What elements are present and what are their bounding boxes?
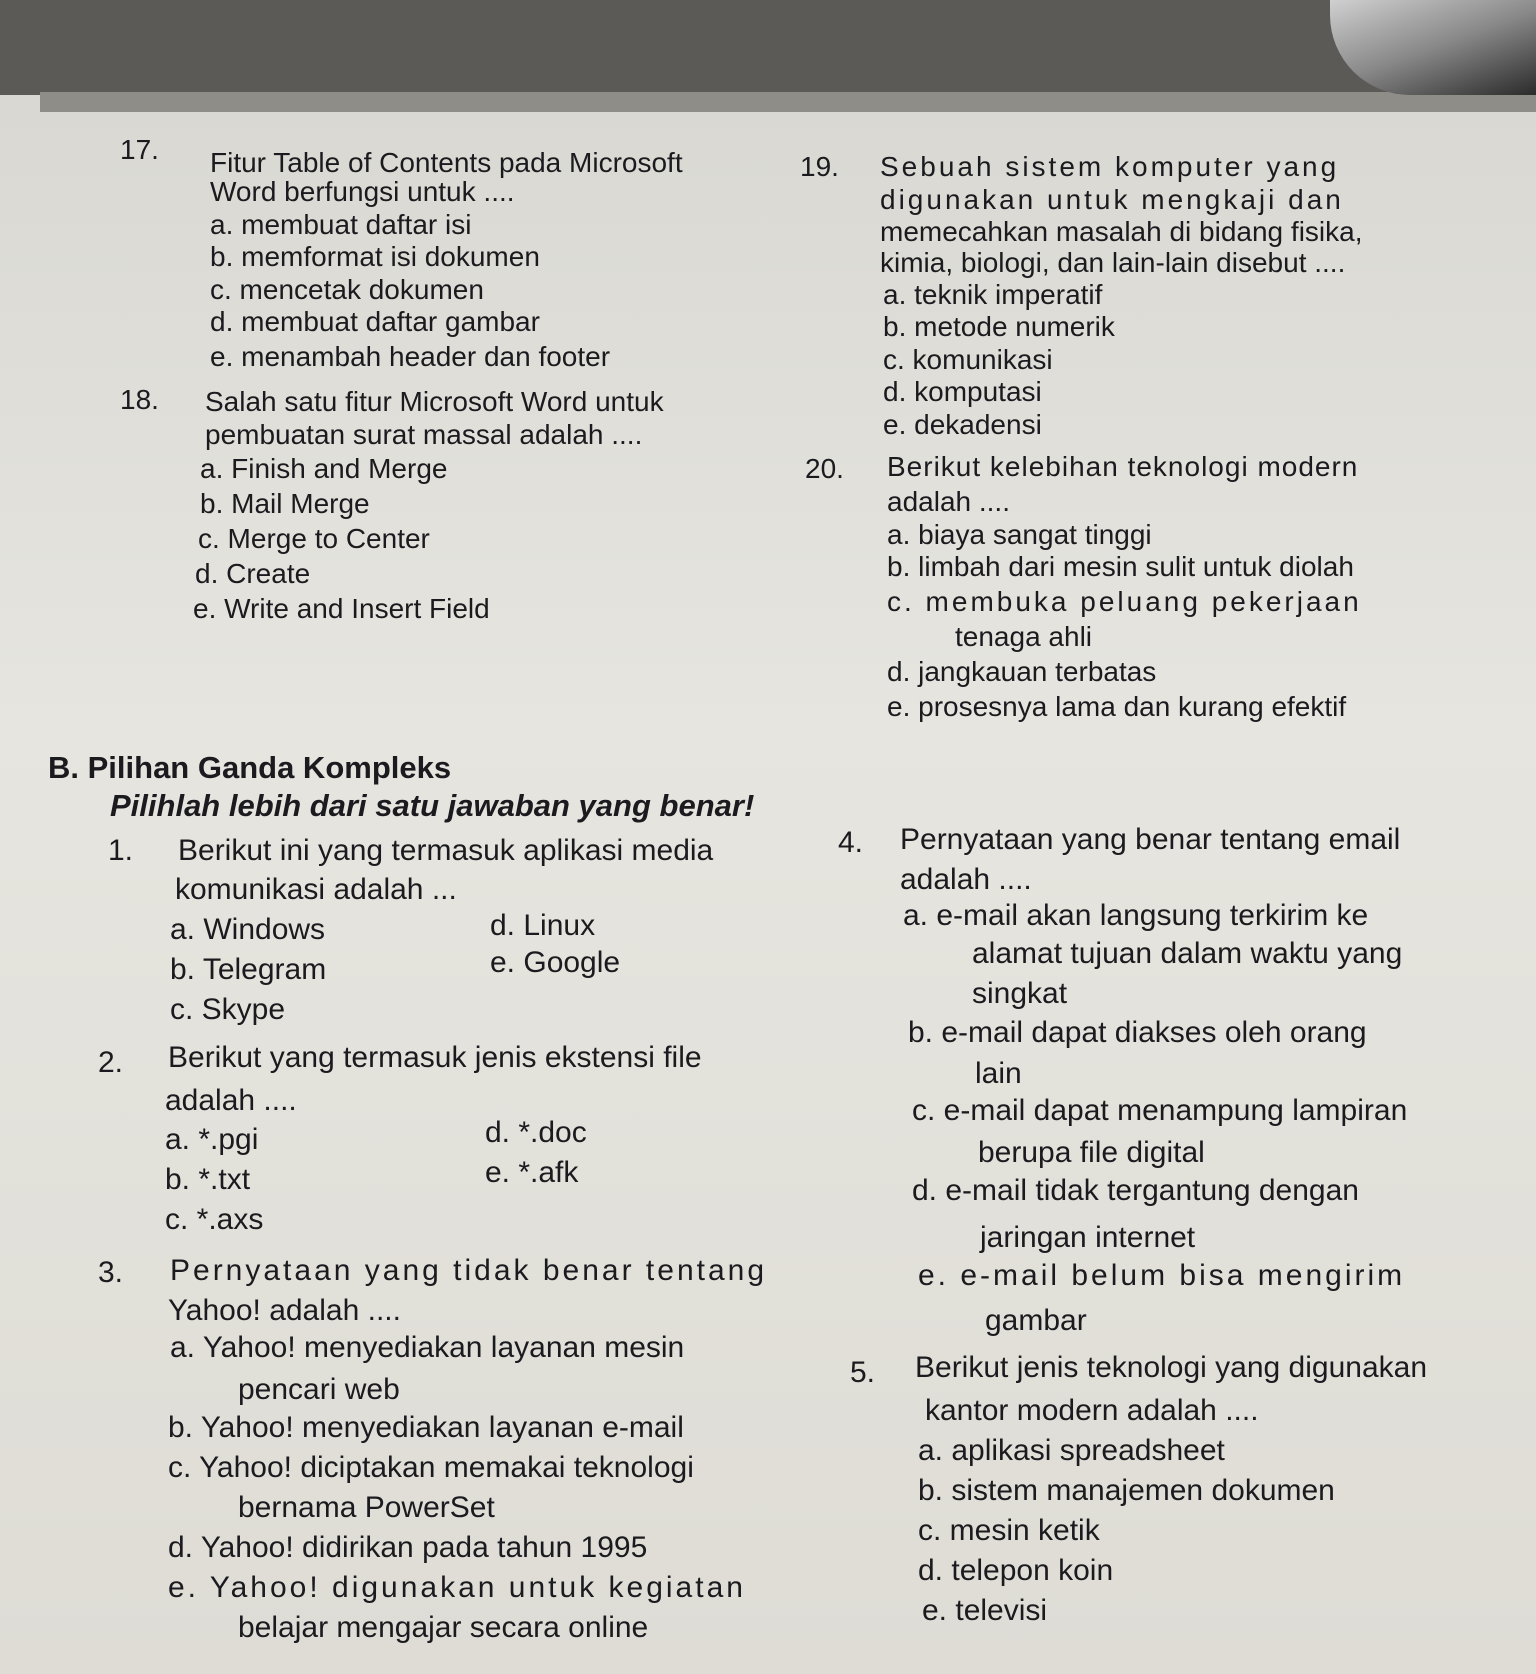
option-c: c. mencetak dokumen bbox=[210, 274, 484, 305]
option-b: b. limbah dari mesin sulit untuk diolah bbox=[887, 551, 1354, 582]
question-text: Berikut ini yang termasuk aplikasi media bbox=[178, 834, 714, 867]
option-b-continued: lain bbox=[975, 1057, 1022, 1090]
option-b: b. memformat isi dokumen bbox=[210, 241, 540, 272]
option-d: d. Create bbox=[195, 558, 311, 589]
option-d: d. jangkauan terbatas bbox=[887, 656, 1157, 687]
question-text: Berikut jenis teknologi yang digunakan bbox=[915, 1351, 1428, 1384]
question-text: kantor modern adalah .... bbox=[925, 1394, 1259, 1427]
option-d: d. telepon koin bbox=[918, 1554, 1114, 1587]
question-text: Yahoo! adalah .... bbox=[168, 1294, 401, 1327]
option-e: e. Google bbox=[490, 946, 621, 979]
option-d: d. Linux bbox=[490, 909, 596, 942]
option-a: a. Yahoo! menyediakan layanan mesin bbox=[170, 1331, 685, 1364]
option-a: a. membuat daftar isi bbox=[210, 209, 472, 240]
option-a: a. *.pgi bbox=[165, 1123, 259, 1156]
option-c: c. Yahoo! diciptakan memakai teknologi bbox=[168, 1451, 694, 1484]
question-number: 3. bbox=[98, 1256, 124, 1289]
question-text: adalah .... bbox=[887, 486, 1010, 517]
question-number: 20. bbox=[805, 453, 844, 484]
option-c: c. Merge to Center bbox=[198, 523, 430, 554]
option-b: b. Telegram bbox=[170, 953, 327, 986]
option-e: e. prosesnya lama dan kurang efektif bbox=[887, 691, 1347, 722]
question-text: Berikut kelebihan teknologi modern bbox=[887, 451, 1359, 482]
option-c: c. e-mail dapat menampung lampiran bbox=[912, 1094, 1408, 1127]
question-text: Fitur Table of Contents pada Microsoft bbox=[210, 147, 683, 178]
question-number: 18. bbox=[120, 384, 159, 415]
option-a: a. Finish and Merge bbox=[200, 453, 448, 484]
question-number: 4. bbox=[838, 826, 864, 859]
paper-top-edge bbox=[40, 92, 1536, 112]
option-b: b. sistem manajemen dokumen bbox=[918, 1474, 1335, 1507]
option-d: d. membuat daftar gambar bbox=[210, 306, 540, 337]
option-b: b. e-mail dapat diakses oleh orang bbox=[908, 1016, 1367, 1049]
option-e: e. dekadensi bbox=[883, 409, 1042, 440]
option-e: e. menambah header dan footer bbox=[210, 341, 611, 372]
question-text: memecahkan masalah di bidang fisika, bbox=[880, 216, 1363, 247]
option-e: e. Write and Insert Field bbox=[193, 593, 490, 624]
option-c-continued: bernama PowerSet bbox=[238, 1491, 495, 1524]
option-e-continued: gambar bbox=[985, 1304, 1087, 1337]
question-text: kimia, biologi, dan lain-lain disebut .... bbox=[880, 247, 1346, 278]
question-text: digunakan untuk mengkaji dan bbox=[880, 184, 1344, 215]
option-d: d. *.doc bbox=[485, 1116, 587, 1149]
option-c: c. Skype bbox=[170, 993, 286, 1026]
question-text: pembuatan surat massal adalah .... bbox=[205, 419, 643, 450]
option-a: a. e-mail akan langsung terkirim ke bbox=[903, 899, 1369, 932]
option-a: a. teknik imperatif bbox=[883, 279, 1103, 310]
option-a: a. Windows bbox=[170, 913, 326, 946]
option-a: a. biaya sangat tinggi bbox=[887, 519, 1152, 550]
option-b: b. Mail Merge bbox=[200, 488, 370, 519]
question-number: 17. bbox=[120, 134, 159, 165]
option-e: e. Yahoo! digunakan untuk kegiatan bbox=[168, 1571, 746, 1604]
option-c: c. komunikasi bbox=[883, 344, 1053, 375]
option-e-continued: belajar mengajar secara online bbox=[238, 1611, 649, 1644]
option-d: d. e-mail tidak tergantung dengan bbox=[912, 1174, 1359, 1207]
option-e: e. e-mail belum bisa mengirim bbox=[918, 1259, 1406, 1292]
question-text: komunikasi adalah ... bbox=[175, 873, 457, 906]
section-title: B. Pilihan Ganda Kompleks bbox=[48, 750, 452, 785]
question-number: 1. bbox=[108, 834, 134, 867]
option-c-continued: tenaga ahli bbox=[955, 621, 1093, 652]
option-c-continued: berupa file digital bbox=[978, 1136, 1205, 1169]
option-a-continued: pencari web bbox=[238, 1373, 400, 1406]
option-a: a. aplikasi spreadsheet bbox=[918, 1434, 1225, 1467]
question-text: adalah .... bbox=[165, 1084, 297, 1117]
option-d: d. komputasi bbox=[883, 376, 1042, 407]
question-text: Pernyataan yang tidak benar tentang bbox=[170, 1254, 768, 1287]
option-c: c. mesin ketik bbox=[918, 1514, 1100, 1547]
question-text: adalah .... bbox=[900, 863, 1032, 896]
section-instruction: Pilihlah lebih dari satu jawaban yang benar! bbox=[110, 788, 755, 823]
question-number: 2. bbox=[98, 1046, 124, 1079]
option-e: e. *.afk bbox=[485, 1156, 579, 1189]
question-number: 5. bbox=[850, 1356, 876, 1389]
option-a-continued: singkat bbox=[972, 977, 1068, 1010]
question-number: 19. bbox=[800, 151, 839, 182]
option-c: c. *.axs bbox=[165, 1203, 264, 1236]
binder-clip bbox=[1330, 0, 1536, 95]
question-text: Pernyataan yang benar tentang email bbox=[900, 823, 1401, 856]
question-text: Word berfungsi untuk .... bbox=[210, 176, 515, 207]
question-text: Salah satu fitur Microsoft Word untuk bbox=[205, 386, 664, 417]
question-text: Sebuah sistem komputer yang bbox=[880, 151, 1340, 182]
option-d: d. Yahoo! didirikan pada tahun 1995 bbox=[168, 1531, 648, 1564]
option-b: b. Yahoo! menyediakan layanan e-mail bbox=[168, 1411, 684, 1444]
option-b: b. *.txt bbox=[165, 1163, 251, 1196]
option-d-continued: jaringan internet bbox=[980, 1221, 1196, 1254]
question-text: Berikut yang termasuk jenis ekstensi file bbox=[168, 1041, 702, 1074]
option-c: c. membuka peluang pekerjaan bbox=[887, 586, 1362, 617]
option-a-continued: alamat tujuan dalam waktu yang bbox=[972, 937, 1403, 970]
option-b: b. metode numerik bbox=[883, 311, 1115, 342]
option-e: e. televisi bbox=[922, 1594, 1048, 1627]
